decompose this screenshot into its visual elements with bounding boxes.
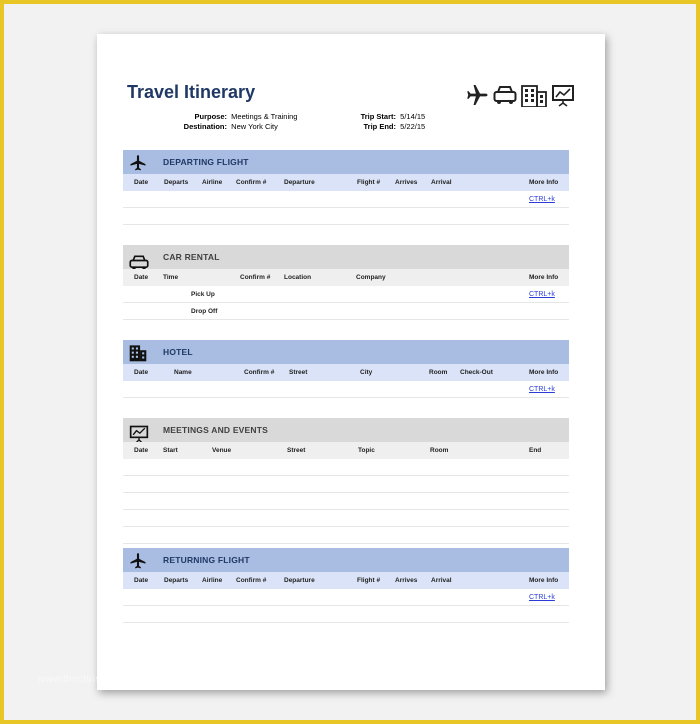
col-flight: Flight #: [357, 577, 381, 584]
watermark: www.thechristianlecollege.com: [38, 674, 183, 685]
table-row: [123, 527, 569, 544]
col-venue: Venue: [212, 447, 232, 454]
airplane-icon: [129, 154, 147, 172]
column-headers: [123, 269, 569, 286]
column-headers: [123, 174, 569, 191]
col-confirm: Confirm #: [244, 369, 275, 376]
col-flight: Flight #: [357, 179, 381, 186]
airplane-icon: [465, 83, 489, 107]
table-row: [123, 459, 569, 476]
col-arrival: Arrival: [431, 179, 452, 186]
col-room: Room: [430, 447, 449, 454]
col-name: Name: [174, 369, 192, 376]
trip-start-value: 5/14/15: [400, 112, 426, 121]
section-title: DEPARTING FLIGHT: [163, 157, 249, 167]
section-title: RETURNING FLIGHT: [163, 555, 250, 565]
trip-start-label: Trip Start:: [360, 112, 396, 121]
col-more-info: More Info: [529, 369, 559, 376]
table-row: [123, 606, 569, 623]
destination-value: New York City: [231, 122, 278, 131]
more-info-link[interactable]: CTRL+k: [529, 196, 555, 203]
col-topic: Topic: [358, 447, 375, 454]
section-title: MEETINGS AND EVENTS: [163, 425, 269, 435]
col-date: Date: [134, 369, 149, 376]
destination-label: Destination:: [183, 122, 227, 131]
trip-end-label: Trip End:: [363, 122, 396, 131]
col-date: Date: [134, 179, 149, 186]
col-airline: Airline: [202, 577, 223, 584]
purpose-value: Meetings & Training: [231, 112, 298, 121]
col-arrival: Arrival: [431, 577, 452, 584]
meetings-header: [123, 418, 569, 442]
table-row: [123, 493, 569, 510]
col-more-info: More Info: [529, 274, 559, 281]
col-confirm: Confirm #: [240, 274, 271, 281]
col-location: Location: [284, 274, 312, 281]
table-row: [123, 191, 569, 208]
col-departs: Departs: [164, 179, 189, 186]
col-date: Date: [134, 577, 149, 584]
col-more-info: More Info: [529, 179, 559, 186]
col-departure: Departure: [284, 179, 315, 186]
col-date: Date: [134, 274, 149, 281]
col-street: Street: [289, 369, 308, 376]
hotel-header: [123, 340, 569, 364]
col-airline: Airline: [202, 179, 223, 186]
col-company: Company: [356, 274, 386, 281]
presentation-icon: [129, 424, 149, 444]
col-city: City: [360, 369, 373, 376]
purpose-label: Purpose:: [194, 112, 227, 121]
presentation-icon: [551, 83, 575, 107]
building-icon: [129, 344, 147, 362]
car-rental-header: [123, 245, 569, 269]
col-confirm: Confirm #: [236, 577, 267, 584]
building-icon: [521, 83, 547, 107]
pickup-label: Pick Up: [191, 291, 215, 298]
header-icons: [465, 83, 575, 107]
car-icon: [493, 83, 517, 107]
hotel-section: [123, 340, 569, 398]
col-time: Time: [163, 274, 179, 281]
table-row: [123, 286, 569, 303]
col-departure: Departure: [284, 577, 315, 584]
col-confirm: Confirm #: [236, 179, 267, 186]
trip-end-value: 5/22/15: [400, 122, 426, 131]
dropoff-label: Drop Off: [191, 308, 218, 315]
column-headers: [123, 572, 569, 589]
itinerary-page: [97, 34, 605, 690]
col-check-out: Check-Out: [460, 369, 493, 376]
col-street: Street: [287, 447, 306, 454]
meetings-section: [123, 418, 569, 544]
section-title: HOTEL: [163, 347, 193, 357]
col-arrives: Arrives: [395, 577, 418, 584]
returning-flight-section: [123, 548, 569, 623]
col-date: Date: [134, 447, 149, 454]
car-rental-section: [123, 245, 569, 320]
more-info-link[interactable]: CTRL+k: [529, 594, 555, 601]
col-start: Start: [163, 447, 178, 454]
departing-flight-section: [123, 150, 569, 225]
departing-flight-header: [123, 150, 569, 174]
more-info-link[interactable]: CTRL+k: [529, 386, 555, 393]
airplane-icon: [129, 552, 147, 570]
table-row: [123, 510, 569, 527]
page-title: Travel Itinerary: [127, 82, 256, 102]
col-end: End: [529, 447, 542, 454]
column-headers: [123, 442, 569, 459]
col-arrives: Arrives: [395, 179, 418, 186]
col-more-info: More Info: [529, 577, 559, 584]
table-row: [123, 381, 569, 398]
trip-meta-left: [179, 112, 297, 132]
more-info-link[interactable]: CTRL+k: [529, 291, 555, 298]
col-room: Room: [429, 369, 448, 376]
col-departs: Departs: [164, 577, 189, 584]
table-row: [123, 476, 569, 493]
returning-flight-header: [123, 548, 569, 572]
table-row: [123, 208, 569, 225]
table-row: [123, 589, 569, 606]
table-row: [123, 303, 569, 320]
section-title: CAR RENTAL: [163, 252, 220, 262]
trip-meta-right: [352, 112, 425, 132]
column-headers: [123, 364, 569, 381]
